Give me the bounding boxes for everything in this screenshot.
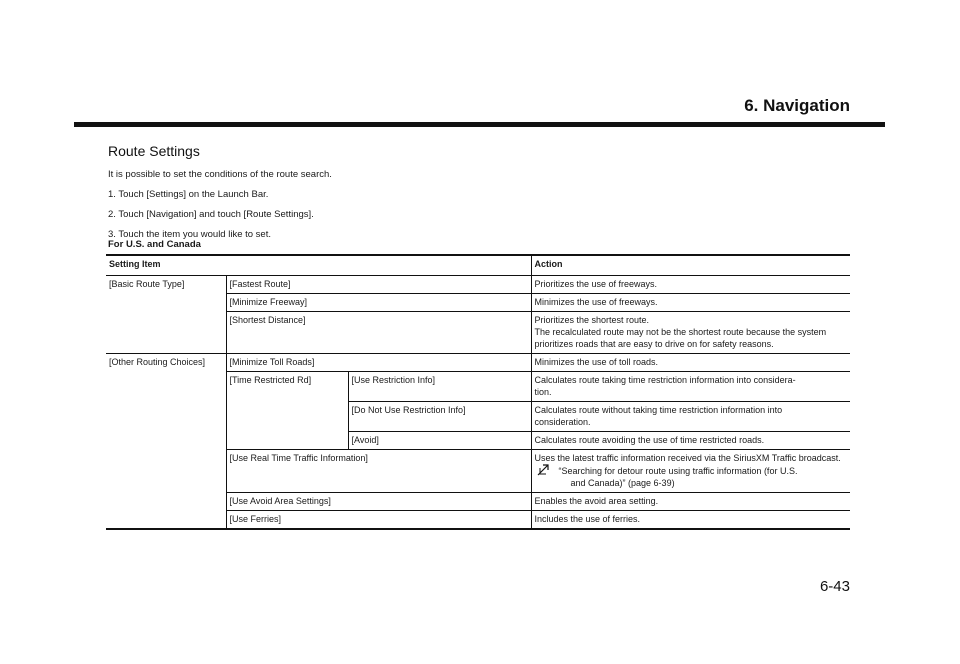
group-basic-route-type: [Basic Route Type] [106, 276, 226, 354]
header-rule [74, 122, 885, 127]
action-text: Calculates route taking time restriction information into considera- [534, 375, 796, 385]
column-header-action: Action [531, 255, 850, 276]
action-text: Uses the latest traffic information received via the SiriusXM Traffic broadcast. [534, 453, 841, 463]
action-text: Prioritizes the shortest route. [534, 315, 650, 325]
action-fastest-route: Prioritizes the use of freeways. [531, 276, 850, 294]
action-avoid: Calculates route avoiding the use of time restricted roads. [531, 432, 850, 450]
chapter-title: 6. Navigation [744, 96, 850, 115]
reference-text: and Canada)” (page 6-39) [570, 478, 675, 488]
page-number: 6-43 [819, 578, 850, 595]
action-minimize-freeway: Minimizes the use of freeways. [531, 294, 850, 312]
action-text: consideration. [534, 417, 591, 427]
action-text: tion. [534, 387, 552, 397]
setting-use-avoid-area: [Use Avoid Area Settings] [226, 493, 531, 511]
action-minimize-toll-roads: Minimizes the use of toll roads. [531, 354, 850, 372]
column-header-setting: Setting Item [106, 255, 531, 276]
section-title: Route Settings [108, 143, 200, 159]
group-other-routing-choices: [Other Routing Choices] [109, 357, 206, 367]
setting-do-not-use-restriction-info: [Do Not Use Restriction Info] [348, 402, 531, 432]
setting-shortest-distance: [Shortest Distance] [226, 312, 531, 354]
step-1: 1. Touch [Settings] on the Launch Bar. [108, 189, 269, 200]
table-row [106, 276, 850, 294]
setting-minimize-freeway: [Minimize Freeway] [226, 294, 531, 312]
setting-minimize-toll-roads: [Minimize Toll Roads] [226, 354, 531, 372]
setting-use-ferries: [Use Ferries] [226, 511, 531, 530]
action-use-ferries: Includes the use of ferries. [531, 511, 850, 530]
action-shortest-distance [531, 312, 850, 354]
step-3: 3. Touch the item you would like to set. [108, 229, 271, 240]
table-header-row [106, 255, 850, 276]
action-use-restriction-info [531, 372, 850, 402]
reference-text: “Searching for detour route using traffic information (for U.S. [558, 466, 798, 476]
page-reference-icon [537, 464, 553, 476]
table-row [106, 354, 850, 372]
action-use-avoid-area: Enables the avoid area setting. [531, 493, 850, 511]
setting-time-restricted-rd: [Time Restricted Rd] [226, 372, 348, 450]
action-do-not-use-restriction-info [531, 402, 850, 432]
intro-text: It is possible to set the conditions of the route search. [108, 169, 332, 180]
action-text: The recalculated route may not be the shortest route because the system prioritizes roads that are easy to drive on for safety reasons. [534, 327, 827, 349]
setting-avoid: [Avoid] [348, 432, 531, 450]
page-reference[interactable] [535, 464, 848, 489]
setting-use-restriction-info: [Use Restriction Info] [348, 372, 531, 402]
setting-fastest-route: [Fastest Route] [226, 276, 531, 294]
setting-use-real-time-traffic: [Use Real Time Traffic Information] [226, 450, 531, 493]
route-settings-table [106, 254, 850, 530]
action-text: Calculates route without taking time restriction information into [534, 405, 783, 415]
step-2: 2. Touch [Navigation] and touch [Route Settings]. [108, 209, 314, 220]
action-use-real-time-traffic [531, 450, 850, 493]
region-heading: For U.S. and Canada [108, 239, 201, 250]
